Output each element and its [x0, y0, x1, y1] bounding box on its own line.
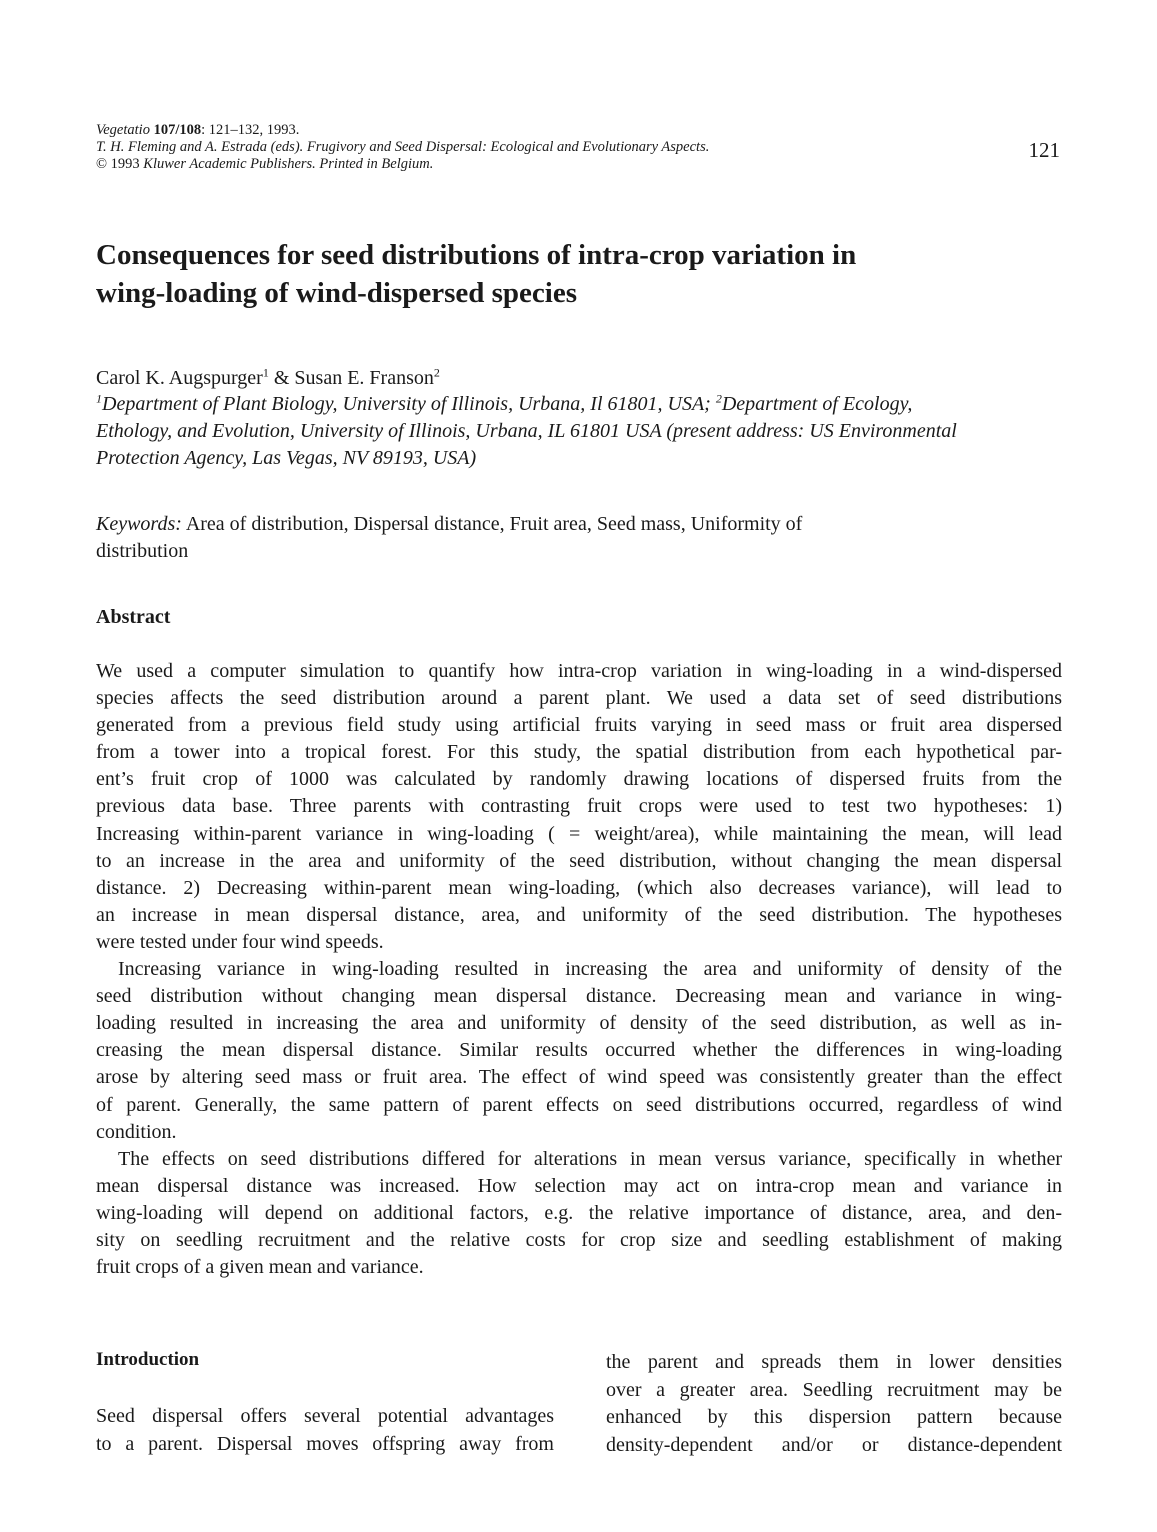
- affiliation-line-3: Protection Agency, Las Vegas, NV 89193, USA): [96, 447, 477, 469]
- abstract-line: were tested under four wind speeds.: [96, 930, 384, 953]
- abstract-line: previous data base. Three parents with contrasting fruit crops were used to test two hypotheses: 1): [96, 795, 1062, 818]
- abstract-line: wing-loading will depend on additional factors, e.g. the relative importance of distance, area, and den-: [96, 1201, 1062, 1224]
- abstract-line: creasing the mean dispersal distance. Similar results occurred whether the differences in wing-loading: [96, 1039, 1062, 1062]
- keywords: [96, 511, 956, 565]
- affiliation-line-1: [96, 391, 1060, 418]
- journal-name: Vegetatio: [96, 122, 150, 138]
- affil-sup-1: 1: [96, 391, 102, 406]
- author-1-sup: 1: [262, 365, 269, 380]
- intro-line: enhanced by this dispersion pattern because: [606, 1406, 1062, 1428]
- abstract-line: sity on seedling recruitment and the relative costs for crop size and seedling establishment of making: [96, 1228, 1062, 1251]
- editors-line: T. H. Fleming and A. Estrada (eds). Frugivory and Seed Dispersal: Ecological and Evolutionary Aspects.: [96, 139, 710, 155]
- abstract-line: to an increase in the area and uniformity of the seed distribution, without changing the mean dispersal: [96, 849, 1062, 872]
- author-1: Carol K. Augspurger: [96, 367, 263, 389]
- copyright-year: 1993: [107, 156, 144, 172]
- abstract-line: distance. 2) Decreasing within-parent mean wing-loading, (which also decreases variance), will lead to: [96, 876, 1062, 899]
- keywords-line-1: Area of distribution, Dispersal distance, Fruit area, Seed mass, Uniformity of: [181, 513, 803, 535]
- abstract-line: species affects the seed distribution around a parent plant. We used a data set of seed distributions: [96, 687, 1062, 710]
- authors: [96, 364, 1056, 392]
- journal-header: [96, 122, 996, 173]
- copyright-line: [96, 156, 996, 173]
- abstract-line: from a tower into a tropical forest. For this study, the spatial distribution from each hypothetical par-: [96, 741, 1062, 764]
- author-2: Susan E. Franson: [294, 367, 434, 389]
- intro-column-2: [606, 1349, 1062, 1459]
- citation-line: [96, 122, 996, 139]
- abstract-line: seed distribution without changing mean dispersal distance. Decreasing mean and variance in wing-: [96, 985, 1062, 1008]
- affil-1b: Department of Ecology,: [721, 393, 913, 415]
- intro-line: to a parent. Dispersal moves offspring away from: [96, 1432, 554, 1455]
- intro-line: density-dependent and/or or distance-dependent: [606, 1433, 1062, 1456]
- pages-year: : 121–132, 1993.: [201, 122, 300, 138]
- title-line-2: wing-loading of wind-dispersed species: [96, 277, 577, 309]
- intro-line: the parent and spreads them in lower densities: [606, 1351, 1062, 1373]
- volume: 107/108: [153, 122, 202, 138]
- affil-sup-2: 2: [715, 391, 722, 406]
- affiliations: [96, 391, 1060, 472]
- abstract-line: of parent. Generally, the same pattern of parent effects on seed distributions occurred, regardless of wind: [96, 1093, 1062, 1116]
- abstract-line: ent’s fruit crop of 1000 was calculated by randomly drawing locations of dispersed fruits from the: [96, 768, 1062, 791]
- abstract-line: arose by altering seed mass or fruit area. The effect of wind speed was consistently greater than the effect: [96, 1066, 1062, 1089]
- keywords-label: Keywords:: [96, 513, 182, 535]
- article-title: [96, 236, 1056, 312]
- abstract-line: condition.: [96, 1120, 177, 1143]
- intro-line: over a greater area. Seedling recruitment may be: [606, 1378, 1062, 1401]
- abstract-line: mean dispersal distance was increased. How selection may act on intra-crop mean and variance in: [96, 1174, 1062, 1197]
- abstract-line: We used a computer simulation to quantify how intra-crop variation in wing-loading in a wind-dispersed: [96, 660, 1062, 682]
- title-line-1: Consequences for seed distributions of intra-crop variation in: [96, 239, 857, 271]
- intro-line: Seed dispersal offers several potential advantages: [96, 1405, 554, 1427]
- abstract-line: an increase in mean dispersal distance, area, and uniformity of the seed distribution. The hypotheses: [96, 903, 1062, 926]
- affil-1a: Department of Plant Biology, University of Illinois, Urbana, Il 61801, USA;: [102, 393, 716, 415]
- abstract-line: fruit crops of a given mean and variance.: [96, 1256, 424, 1279]
- abstract-line: The effects on seed distributions differed for alterations in mean versus variance, specifically in whether: [118, 1147, 1062, 1170]
- abstract-line: Increasing variance in wing-loading resulted in increasing the area and uniformity of density of the: [118, 958, 1062, 981]
- keywords-line-2: distribution: [96, 540, 189, 562]
- abstract-line: loading resulted in increasing the area and uniformity of density of the seed distribution, as well as in-: [96, 1012, 1062, 1035]
- abstract-line: Increasing within-parent variance in wing-loading ( = weight/area), while maintaining the mean, will lead: [96, 822, 1062, 845]
- abstract-line: generated from a previous field study using artificial fruits varying in seed mass or fruit area dispersed: [96, 714, 1062, 737]
- author-2-sup: 2: [433, 365, 440, 380]
- abstract-body: [96, 658, 1062, 1281]
- publisher: Kluwer Academic Publishers. Printed in Belgium.: [143, 156, 434, 172]
- page-number: 121: [1028, 138, 1060, 162]
- introduction-heading: Introduction: [96, 1349, 200, 1370]
- abstract-heading: Abstract: [96, 606, 171, 628]
- copyright-symbol: ©: [96, 156, 108, 172]
- affiliation-line-2: Ethology, and Evolution, University of Illinois, Urbana, IL 61801 USA (present address: US Environmental: [96, 420, 957, 442]
- author-amp: &: [268, 367, 295, 389]
- intro-column-1: [96, 1403, 554, 1458]
